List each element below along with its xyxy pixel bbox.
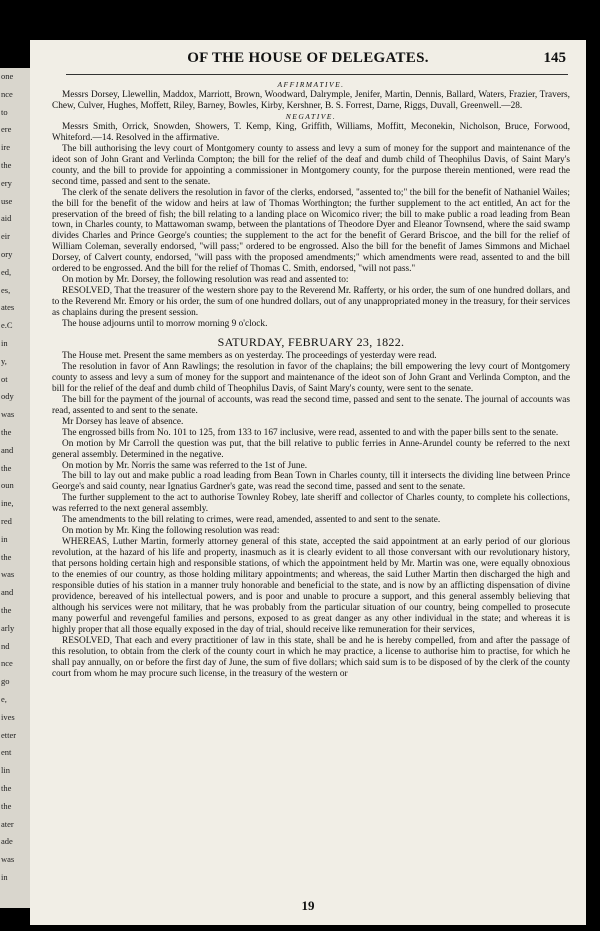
margin-fragment: ade (1, 836, 13, 847)
margin-fragment: in (1, 533, 8, 544)
margin-fragment: ates (1, 302, 15, 313)
header-rule (66, 74, 568, 75)
margin-fragment: to (1, 106, 8, 117)
signature-mark: 19 (301, 898, 315, 913)
margin-fragment: use (1, 195, 13, 206)
margin-fragment: was (1, 854, 15, 865)
margin-fragment: and (1, 587, 14, 598)
margin-fragment: ody (1, 391, 14, 402)
margin-fragment: the (1, 800, 12, 811)
paragraph: On motion by Mr. King the following resolution was read: (62, 526, 280, 537)
page-number: 145 (543, 50, 566, 66)
margin-fragment: in (1, 872, 8, 882)
margin-fragment: ot (1, 373, 8, 384)
negative-label: NEGATIVE. (285, 111, 337, 121)
margin-fragment: oun (1, 480, 14, 491)
page-body (52, 80, 570, 680)
day-heading: SATURDAY, FEBRUARY 23, 1822. (217, 335, 405, 350)
paragraph: WHEREAS, Luther Martin, formerly attorney general of this state, accepted the said appointment at an early period of our glorious revolution, at the hazard of his life and property, inasmuch as it is clearly evident to all those conversant with our revolutionary history, that persons holding certain high and responsible stations, of which the appointment held by Mr. Martin was one, were equally obnoxious to the enemies of our country, as those holding military appointments; and whereas, the said Luther Martin then discharged the high and responsible duties of his station in a manner truly honorable and beneficial to the state, and is now by an afflicting dispensation of divine providence, bereaved of his intellectual powers, and is poor and unable to procure a support, and this general assembly believing that although his services were not military, that he was probably from the particular situation of our country, being compelled to prosecute many powerful and revengeful families and persons, exposed to as great danger as any other individual in the state; and whereas it is highly proper that all those equally exposed in the day of trial, should receive like remuneration for their services, (52, 537, 570, 635)
margin-fragment: the (1, 783, 12, 793)
margin-fragment: ery (1, 177, 12, 188)
paragraph: The House met. Present the same members as on yesterday. The proceedings of yesterday were read. (62, 350, 437, 361)
margin-fragment: ory (1, 249, 13, 259)
running-head: OF THE HOUSE OF DELEGATES. (187, 50, 429, 66)
margin-fragment: the (1, 160, 12, 170)
margin-fragment: was (1, 409, 15, 420)
margin-fragment: ater (1, 818, 14, 829)
margin-fragment: nce (1, 88, 13, 99)
margin-fragment: the (1, 462, 12, 473)
paragraph: The bill for the payment of the journal of accounts, was read the second time, passed and sent to the senate. The journal of accounts was read, assented to and sent to the senate. (52, 394, 570, 416)
document-page (30, 40, 586, 925)
paragraph: The resolution in favor of Ann Rawlings; the resolution in favor of the chaplains; the bill empowering the levy court of Montgomery county to assess and levy a sum of money for the support and maintenance of the ideot son of John Grant and Verlinda Compton, and the bill for the relief of the deaf and dumb child of Theophilus Davis, of Saint Mary's county, were sent to the senate. (52, 361, 570, 394)
margin-fragment: etter (1, 729, 17, 740)
paragraph: The amendments to the bill relating to crimes, were read, amended, assented to and sent to the senate. (62, 515, 441, 526)
margin-fragment: ed, (1, 266, 12, 277)
margin-fragment: ine, (1, 498, 14, 509)
margin-fragment: y, (1, 355, 7, 366)
paragraph: On motion by Mr. Dorsey, the following resolution was read and assented to: (62, 275, 349, 286)
margin-fragment: ere (1, 124, 12, 135)
paragraph: On motion by Mr. Norris the same was referred to the 1st of June. (62, 460, 308, 471)
paragraph: RESOLVED, That each and every practitioner of law in this state, shall be and he is hereby compelled, from and after the passage of this resolution, to obtain from the clerk of the county court in which he may practice, a license to authorise him to practise, for which he shall pay annually, on or before the first day of June, the sum of five dollars; which said sum is to be disposed of by the clerk of the county court from whom he may procure such license, in the treasury of the western or (52, 635, 570, 679)
margin-fragment: ives (1, 711, 15, 722)
margin-fragment: and (1, 444, 14, 455)
margin-fragment: aid (1, 213, 12, 224)
affirmative-label: AFFIRMATIVE. (277, 80, 345, 89)
margin-fragment: lin (1, 765, 10, 776)
paragraph: On motion by Mr Carroll the question was put, that the bill relative to public ferries in Anne-Arundel county be referred to the next general assembly. Determined in the negative. (52, 438, 570, 460)
margin-fragment: the (1, 551, 12, 562)
paragraph: The bill to lay out and make public a road leading from Bean Town in Charles county, till it intersects the dividing line between Prince George's and said county, near Ignatius Gardner's gate, was read the second time, passed and sent to the senate. (52, 471, 570, 493)
margin-fragment: ire (1, 142, 10, 153)
margin-fragment: was (1, 569, 15, 580)
paragraph: The further supplement to the act to authorise Townley Robey, late sheriff and collector of Charles county, to complete his collections, was referred to the next general assembly. (52, 493, 570, 515)
paragraph: The bill authorising the levy court of Montgomery county to assess and levy a sum of money for the support and maintenance of the ideot son of John Grant and Verlinda Compton; the bill for the relief of the deaf and dumb child of Theophilus Davis, of Saint Mary's county, and the bill to provide for appointing a commissioner in Montgomery county, for the purpose therein mentioned, were read the second time, passed and sent to the senate. (52, 143, 570, 187)
margin-fragment: nce (1, 658, 13, 669)
margin-fragment: es, (1, 284, 11, 295)
negative-list: Messrs Smith, Orrick, Snowden, Showers, T. Kemp, King, Griffith, Williams, Moffitt, Meconekin, Nicholson, Bruce, Forwood, Whiteford.—14. Resolved in the affirmative. (52, 121, 570, 143)
margin-fragment: the (1, 427, 12, 437)
margin-fragment: nd (1, 640, 10, 651)
paragraph: The clerk of the senate delivers the resolution in favor of the clerks, endorsed, "assented to;" the bill for the benefit of Nathaniel Wailes; the bill for the benefit of the widow and heirs at law of Thomas Worthington; the further supplement to the act entitled, An act for the preservation of the breed of fish; the bill relating to a landing place on Wicomico river; the bill to make public a road leading from Bean town, in Charles county, to Mattawoman swamp, between the plantations of Theodore Dyer and Eleanor Townsend, where the said swamp divides Charles and Prince George's counties; the supplement to the act for the benefit of Gerard Briscoe, and the bill for the relief of William Coleman, severally endorsed, "will pass;" ordered to be engrossed. Also the bill for the benefit of James Simmons and Michael Dorsey, of Calvert county, endorsed, "will pass with the proposed amendments;" which amendments were read, assented to and the bill ordered to be engrossed. And the bill for the relief of Thomas C. Smith, endorsed, "will not pass." (52, 187, 570, 275)
affirmative-list: Messrs Dorsey, Llewellin, Maddox, Marriott, Brown, Woodward, Dalrymple, Jenifer, Martin, Dennis, Ballard, Waters, Frazier, Travers, Chew, Culver, Hughes, Moffett, Riley, Barney, Bowles, Kirby, Kershner, B. S. Forrest, Darne, Riggs, Duvall, Greenwell.—28. (52, 90, 570, 111)
margin-fragment: e, (1, 694, 7, 704)
margin-fragment: arly (1, 622, 15, 633)
paragraph: Mr Dorsey has leave of absence. (62, 416, 184, 427)
paragraph: RESOLVED, That the treasurer of the western shore pay to the Reverend Mr. Rafferty, or his order, the sum of one hundred dollars, and to the Reverend Mr. Emory or his order, the sum of one hundred dollars, out of any unappropriated money in the treasury, for their services as chaplains during the present session. (52, 286, 570, 319)
margin-fragment: ent (1, 747, 12, 758)
margin-fragment: e.C (1, 320, 13, 331)
margin-fragment: in (1, 338, 8, 348)
margin-fragment: go (1, 676, 10, 687)
margin-fragment: red (1, 516, 12, 526)
margin-fragment: eir (1, 231, 10, 242)
facing-page-margin (0, 68, 30, 908)
paragraph: The engrossed bills from No. 101 to 125, from 133 to 167 inclusive, were read, assented to and with the paper bills sent to the senate. (62, 427, 559, 438)
margin-fragment: one (1, 71, 14, 81)
paragraph: The house adjourns until to morrow morning 9 o'clock. (62, 319, 268, 330)
margin-fragment: the (1, 605, 12, 615)
